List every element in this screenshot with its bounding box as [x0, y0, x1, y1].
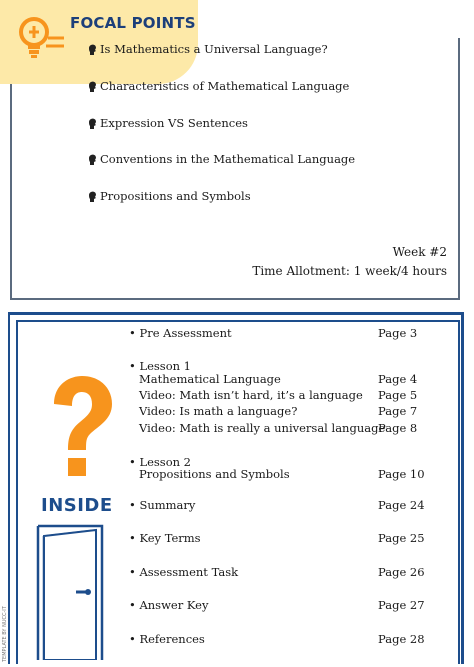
toc-page: Page 7	[378, 404, 418, 418]
toc-page: Page 28	[378, 632, 425, 646]
toc-bullet: •	[129, 326, 136, 340]
toc-page: Page 24	[378, 498, 425, 512]
toc-row	[139, 403, 297, 420]
focal-point-item	[88, 79, 349, 93]
toc-page: Page 8	[378, 421, 418, 435]
toc-page: Page 3	[378, 326, 418, 340]
focal-point-text: Is Mathematics a Universal Language?	[100, 42, 328, 56]
toc-page: Page 10	[378, 467, 425, 481]
toc-bullet: •	[129, 455, 136, 469]
toc-page: Page 5	[378, 388, 418, 402]
toc-bullet: •	[129, 565, 136, 579]
toc-bullet: •	[129, 498, 136, 512]
toc-bullet: •	[129, 598, 136, 612]
toc-page: Page 27	[378, 598, 425, 612]
toc-title: References	[139, 632, 205, 646]
toc-title: Lesson 1	[139, 359, 192, 373]
toc-row	[139, 371, 281, 388]
toc-row	[129, 325, 232, 342]
toc-bullet: •	[129, 359, 136, 373]
toc-page: Page 4	[378, 372, 418, 386]
focal-point-text: Characteristics of Mathematical Language	[100, 79, 350, 93]
toc-title: Summary	[139, 498, 196, 512]
toc-row	[129, 564, 238, 581]
head-profile-icon	[88, 43, 97, 55]
toc-title: Pre Assessment	[139, 326, 232, 340]
focal-point-text: Expression VS Sentences	[100, 116, 248, 130]
toc-row	[139, 387, 363, 404]
toc-title: Video: Is math a language?	[139, 404, 298, 418]
template-credit: TEMPLATE BY NUCC-IT	[2, 606, 8, 662]
toc-row	[139, 420, 385, 437]
toc-row	[129, 597, 208, 614]
page-title: FOCAL POINTS	[70, 14, 196, 32]
toc-title: Key Terms	[139, 531, 201, 545]
toc-row	[129, 631, 205, 648]
focal-point-text: Propositions and Symbols	[100, 189, 251, 203]
toc-page: Page 26	[378, 565, 425, 579]
head-profile-icon	[88, 80, 97, 92]
focal-point-item	[88, 152, 355, 166]
toc-page: Page 25	[378, 531, 425, 545]
head-profile-icon	[88, 117, 97, 129]
toc-title: Assessment Task	[139, 565, 239, 579]
focal-point-item	[88, 189, 251, 203]
toc-title: Answer Key	[139, 598, 209, 612]
toc-title: Video: Math is really a universal language	[139, 421, 386, 435]
toc-title: Propositions and Symbols	[139, 467, 290, 481]
head-profile-icon	[88, 190, 97, 202]
question-mark-icon	[46, 376, 114, 486]
toc-bullet: •	[129, 531, 136, 545]
toc-title: Lesson 2	[139, 455, 192, 469]
time-allotment: Time Allotment: 1 week/4 hours	[252, 264, 447, 278]
toc-row	[129, 530, 201, 547]
toc-bullet: •	[129, 632, 136, 646]
toc-title: Video: Math isn’t hard, it’s a language	[139, 388, 363, 402]
inside-label: INSIDE	[41, 495, 113, 516]
toc-row	[139, 466, 290, 483]
door-icon	[32, 520, 108, 660]
lightbulb-icon	[14, 12, 64, 62]
toc-row	[129, 497, 195, 514]
toc-title: Mathematical Language	[139, 372, 281, 386]
focal-point-item	[88, 116, 248, 130]
week-label: Week #2	[392, 245, 447, 259]
head-profile-icon	[88, 153, 97, 165]
focal-point-item	[88, 42, 328, 56]
focal-point-text: Conventions in the Mathematical Language	[100, 152, 356, 166]
